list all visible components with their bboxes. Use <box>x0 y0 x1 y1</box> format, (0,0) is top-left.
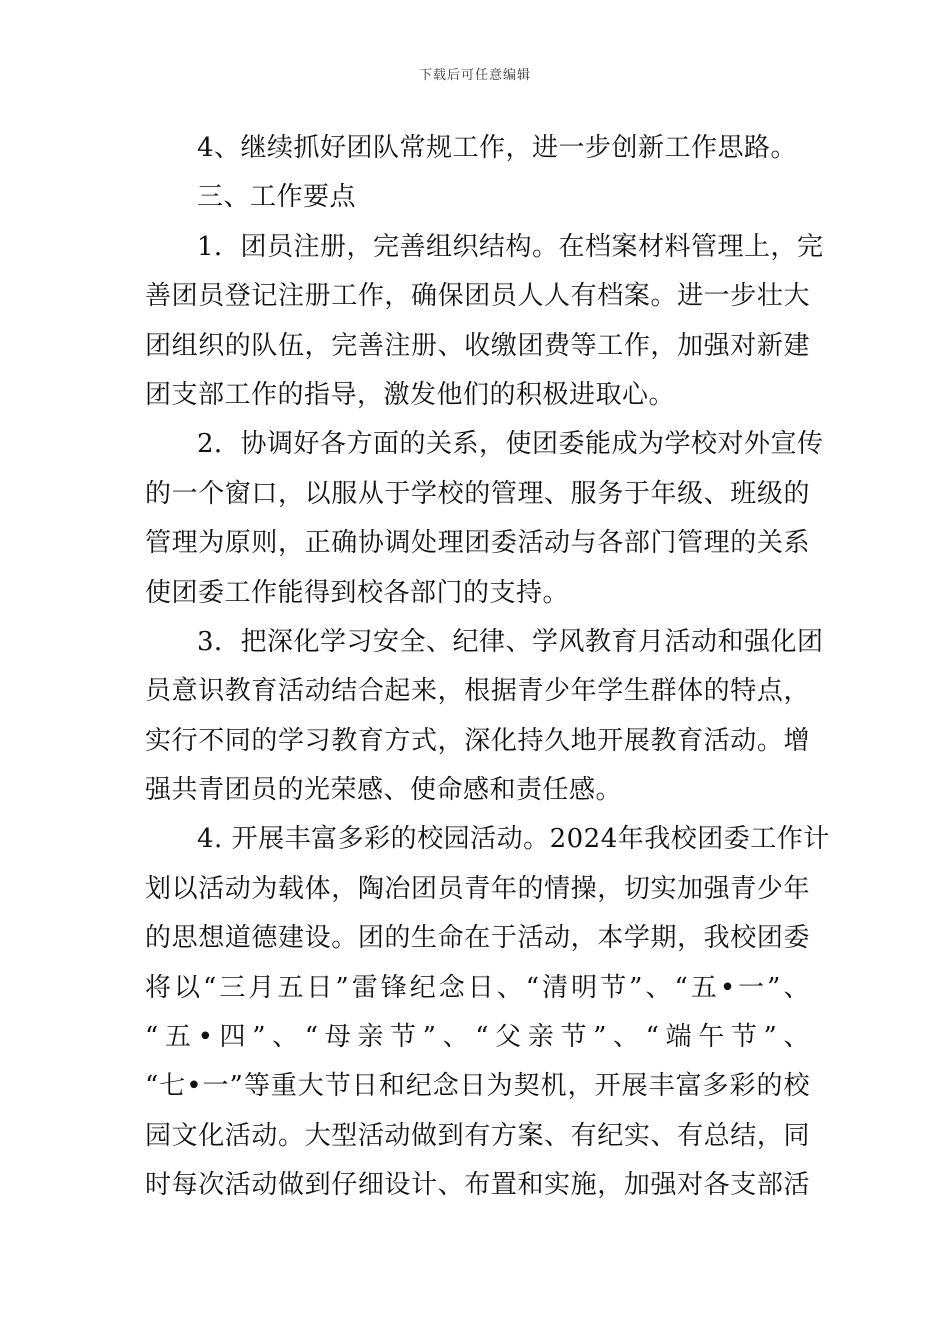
text-line: 的思想道德建设。团的生命在于活动，本学期，我校团委 <box>145 923 810 954</box>
text-line: 使团委工作能得到校各部门的支持。 <box>145 577 570 608</box>
text-line: 善团员登记注册工作，确保团员人人有档案。进一步壮大 <box>145 281 810 312</box>
text-line: 3．把深化学习安全、纪律、学风教育月活动和强化团 <box>197 626 824 657</box>
page-header: 下载后可任意编辑 <box>418 68 531 83</box>
document-body <box>145 124 830 1211</box>
text-line: 强共青团员的光荣感、使命感和责任感。 <box>145 775 623 806</box>
text-line: 4、继续抓好团队常规工作，进一步创新工作思路。 <box>197 133 798 163</box>
text-line: 4. 开展丰富多彩的校园活动。2024年我校团委工作计 <box>197 824 830 855</box>
text-line: 1．团员注册，完善组织结构。在档案材料管理上，完 <box>197 231 824 262</box>
text-line: 团组织的队伍，完善注册、收缴团费等工作，加强对新建 <box>145 330 810 361</box>
text-line: “五•四”、“母亲节”、“父亲节”、“端午节”、 <box>145 1022 810 1053</box>
text-line: 园文化活动。大型活动做到有方案、有纪实、有总结，同 <box>145 1120 810 1151</box>
text-line: 将以“三月五日”雷锋纪念日、“清明节”、“五•一”、 <box>145 972 810 1003</box>
text-line: 划以活动为载体，陶冶团员青年的情操，切实加强青少年 <box>145 873 810 904</box>
text-line: 管理为原则，正确协调处理团委活动与各部门管理的关系 <box>145 528 810 559</box>
text-line: 员意识教育活动结合起来，根据青少年学生群体的特点， <box>145 676 810 707</box>
section-heading: 三、工作要点 <box>197 182 357 213</box>
text-line: 团支部工作的指导，激发他们的积极进取心。 <box>145 379 676 410</box>
text-line: “七•一”等重大节日和纪念日为契机，开展丰富多彩的校 <box>145 1071 810 1102</box>
text-line: 的一个窗口，以服从于学校的管理、服务于年级、班级的 <box>145 478 810 509</box>
text-line: 实行不同的学习教育方式，深化持久地开展教育活动。增 <box>145 725 810 756</box>
text-line: 时每次活动做到仔细设计、布置和实施，加强对各支部活 <box>145 1170 810 1201</box>
text-line: 2．协调好各方面的关系，使团委能成为学校对外宣传 <box>197 429 824 460</box>
